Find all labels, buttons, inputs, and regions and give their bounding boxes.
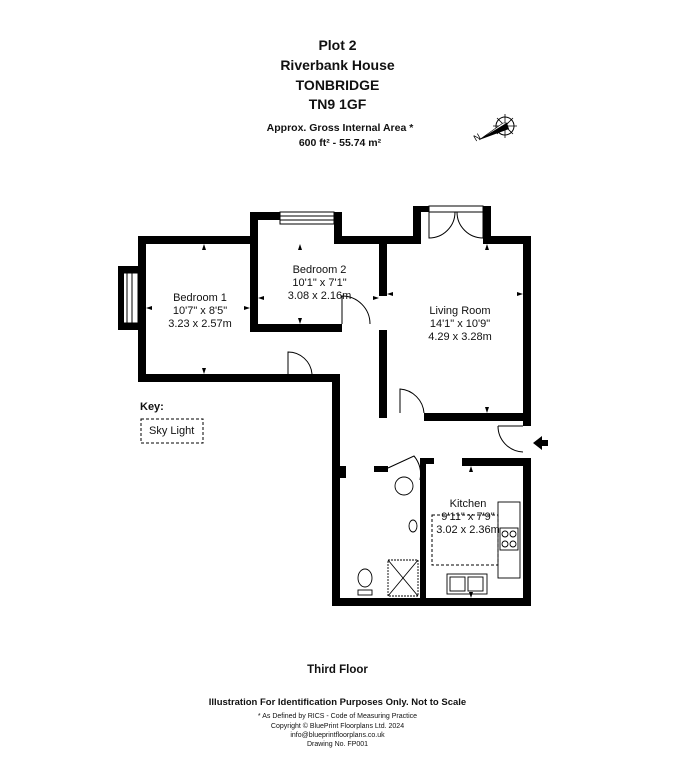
room-imperial: 14'1" x 10'9"	[429, 318, 491, 330]
room-metric: 3.02 x 2.36m	[436, 524, 500, 536]
rics-note: * As Defined by RICS - Code of Measuring Practice	[257, 713, 418, 720]
room-bedroom-2	[262, 264, 377, 303]
room-imperial: 10'7" x 8'5"	[172, 305, 228, 317]
floor-label: Third Floor	[307, 664, 368, 676]
basin-icon	[409, 520, 417, 532]
north-label: N	[471, 131, 483, 144]
copyright: Copyright © BluePrint Floorplans Ltd. 2024	[270, 723, 405, 730]
building-name: Riverbank House	[280, 57, 395, 73]
room-kitchen	[418, 498, 518, 537]
room-name: Living Room	[429, 305, 491, 317]
town-name: TONBRIDGE	[295, 77, 380, 93]
contact-email: info@blueprintfloorplans.co.uk	[290, 732, 385, 739]
room-metric: 3.08 x 2.16m	[287, 290, 352, 302]
cylinder-icon	[395, 477, 413, 495]
plot-title: Plot 2	[318, 37, 357, 53]
room-imperial: 10'1" x 7'1"	[292, 277, 347, 289]
room-bedroom-1	[150, 292, 250, 331]
skylights	[141, 419, 498, 565]
toilet-icon	[358, 569, 372, 587]
doors	[288, 212, 523, 480]
compass-rose-icon	[479, 114, 517, 140]
postcode: TN9 1GF	[308, 96, 367, 112]
key-skylight-label: Sky Light	[149, 425, 195, 437]
area-value: 600 ft² - 55.74 m²	[298, 137, 382, 149]
area-label: Approx. Gross Internal Area *	[266, 122, 414, 134]
drawing-number: Drawing No. FP001	[306, 741, 369, 748]
disclaimer: Illustration For Identification Purposes Only. Not to Scale	[208, 697, 467, 708]
room-imperial: 9'11" x 7'9"	[441, 511, 495, 523]
room-metric: 4.29 x 3.28m	[428, 331, 492, 343]
entrance-arrow-icon	[533, 436, 548, 450]
room-name: Kitchen	[449, 498, 487, 510]
room-metric: 3.23 x 2.57m	[168, 318, 232, 330]
room-name: Bedroom 1	[173, 292, 227, 304]
key-title: Key:	[140, 401, 164, 413]
room-living-room	[405, 305, 515, 344]
room-name: Bedroom 2	[292, 264, 347, 276]
